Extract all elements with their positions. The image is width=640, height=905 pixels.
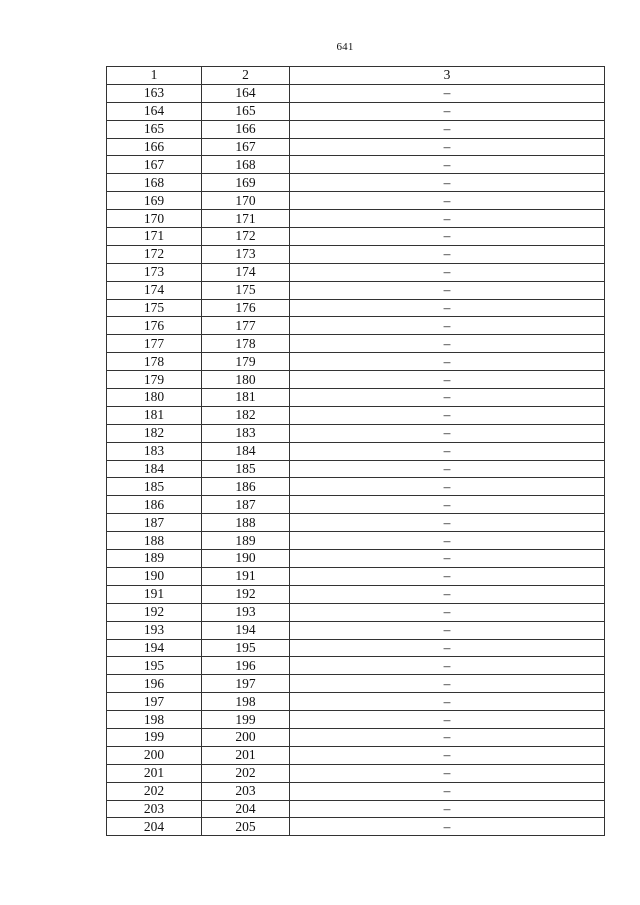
cell-col-3: – <box>290 621 605 639</box>
cell-col-1: 186 <box>107 496 202 514</box>
concordance-table <box>106 66 605 836</box>
cell-col-1: 204 <box>107 818 202 836</box>
table-row <box>107 621 605 639</box>
table-row <box>107 442 605 460</box>
cell-col-1: 167 <box>107 156 202 174</box>
page-number: 641 <box>336 41 354 53</box>
cell-col-3: – <box>290 764 605 782</box>
cell-col-3: – <box>290 156 605 174</box>
cell-col-1: 185 <box>107 478 202 496</box>
cell-col-3: – <box>290 263 605 281</box>
cell-col-1: 177 <box>107 335 202 353</box>
cell-col-2: 164 <box>202 84 290 102</box>
cell-col-3: – <box>290 192 605 210</box>
cell-col-3: – <box>290 800 605 818</box>
table-row <box>107 782 605 800</box>
cell-col-2: 199 <box>202 711 290 729</box>
cell-col-1: 183 <box>107 442 202 460</box>
cell-col-3: – <box>290 424 605 442</box>
cell-col-2: 191 <box>202 567 290 585</box>
table-row <box>107 335 605 353</box>
cell-col-3: – <box>290 585 605 603</box>
cell-col-2: 203 <box>202 782 290 800</box>
cell-col-2: 178 <box>202 335 290 353</box>
table-row <box>107 174 605 192</box>
table-row <box>107 460 605 478</box>
table-row <box>107 156 605 174</box>
table-row <box>107 210 605 228</box>
cell-col-3: – <box>290 603 605 621</box>
cell-col-2: 194 <box>202 621 290 639</box>
cell-col-2: 172 <box>202 228 290 246</box>
cell-col-3: – <box>290 120 605 138</box>
table-row <box>107 263 605 281</box>
cell-col-1: 182 <box>107 424 202 442</box>
cell-col-3: – <box>290 406 605 424</box>
cell-col-1: 202 <box>107 782 202 800</box>
cell-col-3: – <box>290 782 605 800</box>
cell-col-2: 170 <box>202 192 290 210</box>
cell-col-1: 175 <box>107 299 202 317</box>
header-row <box>107 67 605 85</box>
cell-col-1: 173 <box>107 263 202 281</box>
cell-col-3: – <box>290 550 605 568</box>
cell-col-2: 190 <box>202 550 290 568</box>
cell-col-3: – <box>290 711 605 729</box>
cell-col-3: – <box>290 84 605 102</box>
cell-col-1: 199 <box>107 728 202 746</box>
table-row <box>107 102 605 120</box>
cell-col-1: 163 <box>107 84 202 102</box>
cell-col-2: 166 <box>202 120 290 138</box>
cell-col-2: 205 <box>202 818 290 836</box>
table-row <box>107 567 605 585</box>
cell-col-3: – <box>290 496 605 514</box>
table-row <box>107 406 605 424</box>
cell-col-3: – <box>290 174 605 192</box>
cell-col-1: 180 <box>107 389 202 407</box>
cell-col-1: 190 <box>107 567 202 585</box>
cell-col-2: 183 <box>202 424 290 442</box>
cell-col-1: 169 <box>107 192 202 210</box>
cell-col-2: 202 <box>202 764 290 782</box>
table-row <box>107 693 605 711</box>
table-body <box>107 84 605 835</box>
table-row <box>107 281 605 299</box>
table-row <box>107 371 605 389</box>
cell-col-2: 198 <box>202 693 290 711</box>
table-row <box>107 818 605 836</box>
cell-col-2: 204 <box>202 800 290 818</box>
cell-col-1: 187 <box>107 514 202 532</box>
table-row <box>107 138 605 156</box>
cell-col-3: – <box>290 353 605 371</box>
cell-col-2: 193 <box>202 603 290 621</box>
table-row <box>107 711 605 729</box>
table-row <box>107 299 605 317</box>
cell-col-2: 173 <box>202 245 290 263</box>
cell-col-2: 184 <box>202 442 290 460</box>
cell-col-3: – <box>290 228 605 246</box>
cell-col-3: – <box>290 567 605 585</box>
cell-col-1: 184 <box>107 460 202 478</box>
cell-col-1: 200 <box>107 746 202 764</box>
cell-col-2: 168 <box>202 156 290 174</box>
cell-col-1: 179 <box>107 371 202 389</box>
cell-col-1: 198 <box>107 711 202 729</box>
cell-col-1: 171 <box>107 228 202 246</box>
table-row <box>107 353 605 371</box>
cell-col-1: 181 <box>107 406 202 424</box>
cell-col-1: 197 <box>107 693 202 711</box>
cell-col-3: – <box>290 371 605 389</box>
cell-col-3: – <box>290 317 605 335</box>
table-row <box>107 496 605 514</box>
cell-col-3: – <box>290 138 605 156</box>
table-row <box>107 764 605 782</box>
cell-col-3: – <box>290 728 605 746</box>
cell-col-2: 175 <box>202 281 290 299</box>
cell-col-3: – <box>290 102 605 120</box>
table-row <box>107 550 605 568</box>
cell-col-3: – <box>290 532 605 550</box>
cell-col-1: 189 <box>107 550 202 568</box>
cell-col-3: – <box>290 818 605 836</box>
cell-col-3: – <box>290 245 605 263</box>
table-row <box>107 389 605 407</box>
cell-col-2: 174 <box>202 263 290 281</box>
cell-col-3: – <box>290 514 605 532</box>
cell-col-3: – <box>290 657 605 675</box>
cell-col-2: 192 <box>202 585 290 603</box>
cell-col-2: 197 <box>202 675 290 693</box>
cell-col-2: 189 <box>202 532 290 550</box>
cell-col-2: 165 <box>202 102 290 120</box>
cell-col-1: 164 <box>107 102 202 120</box>
cell-col-3: – <box>290 281 605 299</box>
table-row <box>107 192 605 210</box>
table-row <box>107 317 605 335</box>
cell-col-1: 194 <box>107 639 202 657</box>
cell-col-1: 172 <box>107 245 202 263</box>
cell-col-2: 187 <box>202 496 290 514</box>
cell-col-3: – <box>290 693 605 711</box>
table-row <box>107 657 605 675</box>
cell-col-2: 195 <box>202 639 290 657</box>
cell-col-3: – <box>290 478 605 496</box>
cell-col-2: 188 <box>202 514 290 532</box>
cell-col-2: 201 <box>202 746 290 764</box>
cell-col-2: 182 <box>202 406 290 424</box>
cell-col-3: – <box>290 210 605 228</box>
table-row <box>107 728 605 746</box>
table-row <box>107 514 605 532</box>
cell-col-3: – <box>290 460 605 478</box>
cell-col-1: 170 <box>107 210 202 228</box>
cell-col-1: 196 <box>107 675 202 693</box>
column-header-1: 1 <box>107 67 202 85</box>
cell-col-2: 180 <box>202 371 290 389</box>
cell-col-1: 195 <box>107 657 202 675</box>
cell-col-1: 201 <box>107 764 202 782</box>
table-row <box>107 424 605 442</box>
cell-col-1: 176 <box>107 317 202 335</box>
cell-col-1: 191 <box>107 585 202 603</box>
column-header-2: 2 <box>202 67 290 85</box>
cell-col-1: 174 <box>107 281 202 299</box>
cell-col-2: 181 <box>202 389 290 407</box>
cell-col-2: 185 <box>202 460 290 478</box>
cell-col-1: 168 <box>107 174 202 192</box>
cell-col-3: – <box>290 746 605 764</box>
cell-col-3: – <box>290 675 605 693</box>
cell-col-3: – <box>290 299 605 317</box>
table-row <box>107 228 605 246</box>
cell-col-1: 203 <box>107 800 202 818</box>
cell-col-2: 177 <box>202 317 290 335</box>
cell-col-2: 196 <box>202 657 290 675</box>
cell-col-2: 176 <box>202 299 290 317</box>
cell-col-3: – <box>290 335 605 353</box>
cell-col-2: 171 <box>202 210 290 228</box>
table-row <box>107 746 605 764</box>
cell-col-3: – <box>290 442 605 460</box>
cell-col-1: 192 <box>107 603 202 621</box>
cell-col-1: 188 <box>107 532 202 550</box>
cell-col-2: 167 <box>202 138 290 156</box>
cell-col-3: – <box>290 639 605 657</box>
cell-col-1: 166 <box>107 138 202 156</box>
cell-col-1: 178 <box>107 353 202 371</box>
cell-col-3: – <box>290 389 605 407</box>
cell-col-1: 193 <box>107 621 202 639</box>
cell-col-2: 200 <box>202 728 290 746</box>
cell-col-1: 165 <box>107 120 202 138</box>
table-row <box>107 675 605 693</box>
table-row <box>107 478 605 496</box>
cell-col-2: 169 <box>202 174 290 192</box>
table-row <box>107 532 605 550</box>
table-row <box>107 84 605 102</box>
table-row <box>107 585 605 603</box>
table-row <box>107 120 605 138</box>
column-header-3: 3 <box>290 67 605 85</box>
table-row <box>107 603 605 621</box>
cell-col-2: 179 <box>202 353 290 371</box>
table-header <box>107 67 605 85</box>
cell-col-2: 186 <box>202 478 290 496</box>
table-row <box>107 245 605 263</box>
table-row <box>107 800 605 818</box>
table-row <box>107 639 605 657</box>
